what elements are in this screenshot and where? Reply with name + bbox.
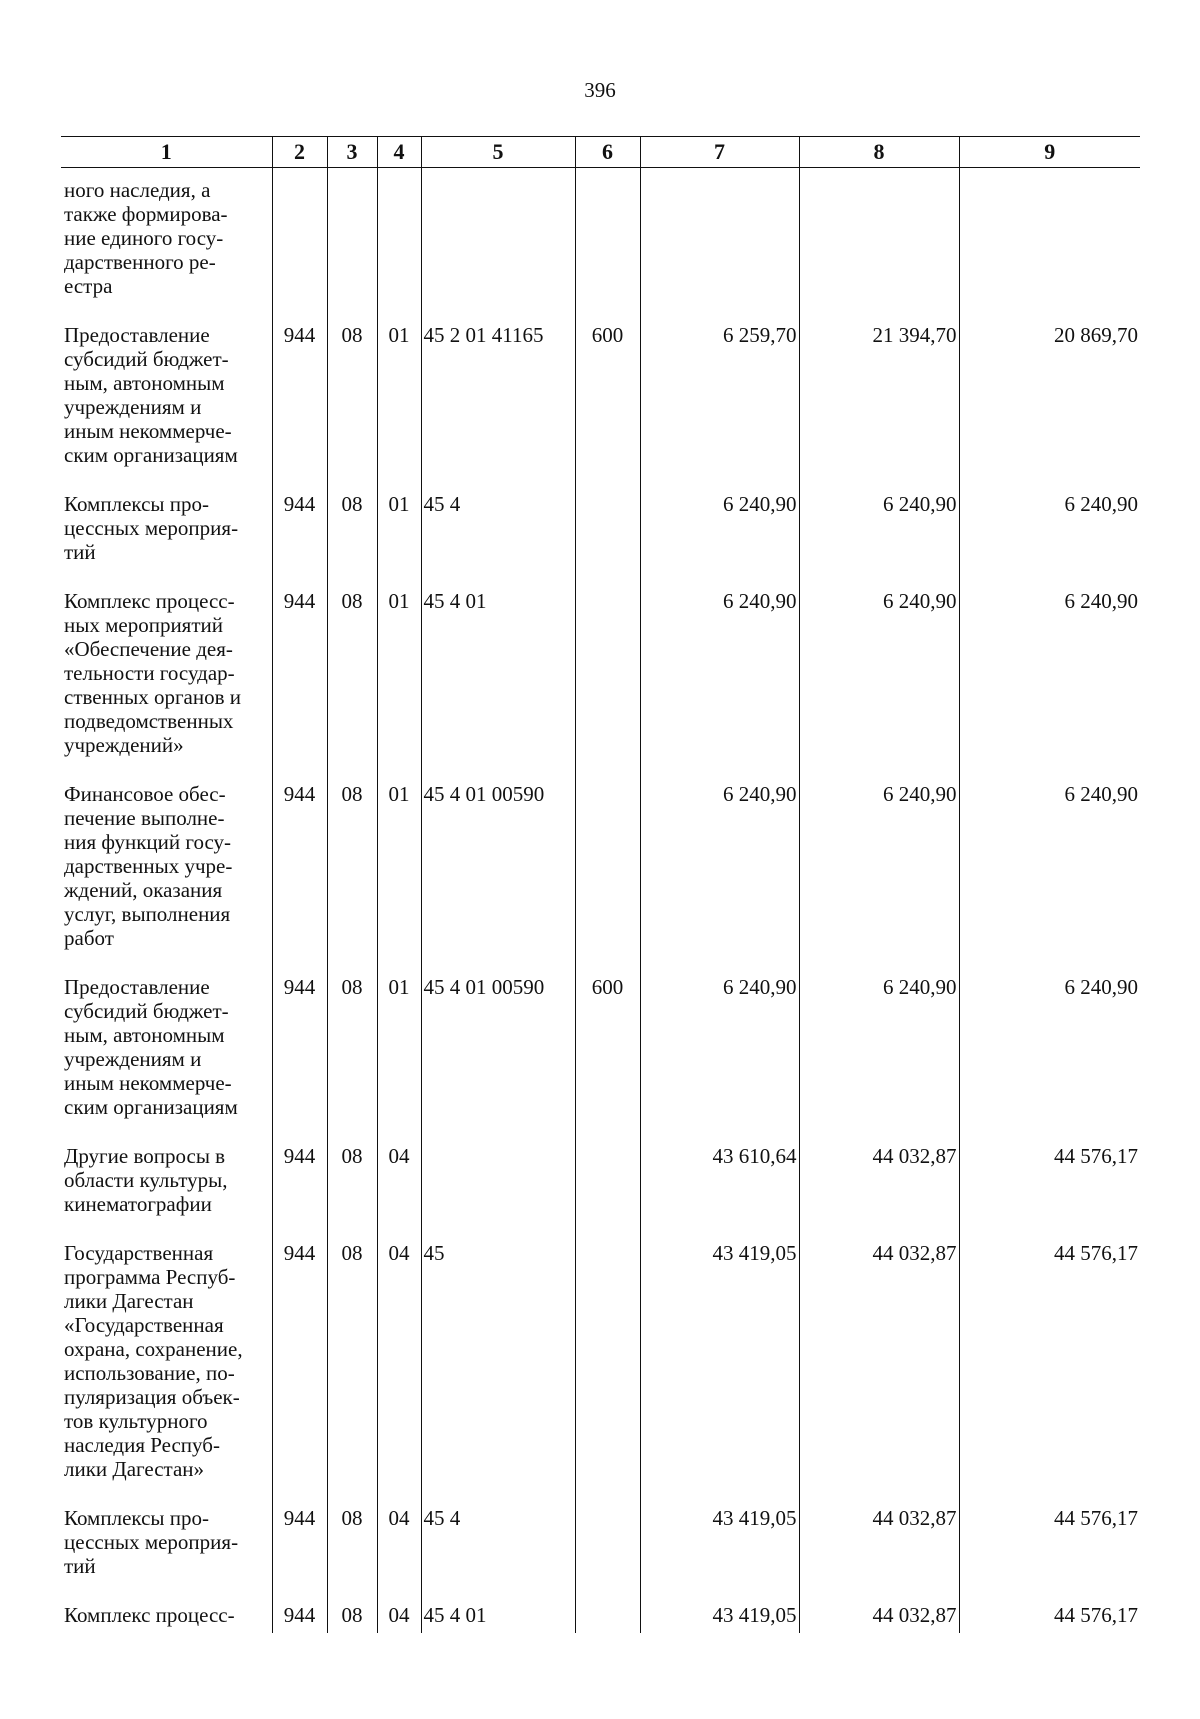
cell-target-article: 45 4 01 00590 xyxy=(421,975,575,1144)
item-name-line: ственных органов и xyxy=(64,685,242,709)
cell-amount-col8: 44 032,87 xyxy=(799,1603,959,1633)
column-header: 6 xyxy=(575,137,640,168)
item-name-line: Комплексы про- xyxy=(64,492,209,516)
item-name-line: «Государственная xyxy=(64,1313,224,1337)
table-row xyxy=(61,589,1140,782)
item-name-line: ным, автономным xyxy=(64,1023,225,1047)
cell-expense-type xyxy=(575,492,640,589)
cell-target-article: 45 4 xyxy=(421,492,575,589)
item-name-line: ние единого госу- xyxy=(64,226,224,250)
cell-subsection: 04 xyxy=(377,1506,421,1603)
cell-item-name xyxy=(61,589,272,782)
table-row xyxy=(61,492,1140,589)
cell-subsection: 01 xyxy=(377,492,421,589)
cell-amount-col9: 6 240,90 xyxy=(959,975,1140,1144)
cell-amount-col8: 6 240,90 xyxy=(799,975,959,1144)
cell-section: 08 xyxy=(327,1603,377,1633)
cell-grbs: 944 xyxy=(272,782,327,975)
table-row xyxy=(61,1603,1140,1633)
cell-amount-col9: 44 576,17 xyxy=(959,1506,1140,1603)
item-name-line: учреждениям и xyxy=(64,395,202,419)
cell-subsection: 04 xyxy=(377,1603,421,1633)
cell-expense-type xyxy=(575,1241,640,1506)
cell-expense-type xyxy=(575,1144,640,1241)
item-name-line: Другие вопросы в xyxy=(64,1144,226,1168)
cell-amount-col8: 44 032,87 xyxy=(799,1241,959,1506)
cell-target-article: 45 4 xyxy=(421,1506,575,1603)
cell-amount-col8: 21 394,70 xyxy=(799,323,959,492)
item-name-line: Предоставление xyxy=(64,975,210,999)
cell-subsection: 01 xyxy=(377,782,421,975)
column-header: 7 xyxy=(640,137,799,168)
cell-section xyxy=(327,168,377,324)
cell-amount-col8: 6 240,90 xyxy=(799,589,959,782)
page-number: 396 xyxy=(584,78,616,102)
cell-grbs: 944 xyxy=(272,323,327,492)
item-name-line: дарственных учре- xyxy=(64,854,233,878)
item-name-line: работ xyxy=(64,926,114,950)
cell-amount-col7: 43 419,05 xyxy=(640,1241,799,1506)
item-name-line: лики Дагестан» xyxy=(64,1457,205,1481)
item-name-line: использование, по- xyxy=(64,1361,235,1385)
cell-item-name xyxy=(61,1144,272,1241)
column-header: 2 xyxy=(272,137,327,168)
cell-amount-col8: 6 240,90 xyxy=(799,492,959,589)
cell-amount-col8: 44 032,87 xyxy=(799,1144,959,1241)
cell-grbs: 944 xyxy=(272,589,327,782)
cell-expense-type xyxy=(575,1603,640,1633)
cell-expense-type xyxy=(575,168,640,324)
cell-amount-col9: 6 240,90 xyxy=(959,782,1140,975)
cell-amount-col7: 6 240,90 xyxy=(640,492,799,589)
item-name-line: подведомственных xyxy=(64,709,234,733)
table-body xyxy=(61,168,1140,1634)
cell-amount-col7: 43 610,64 xyxy=(640,1144,799,1241)
item-name-line: области культуры, xyxy=(64,1168,228,1192)
item-name-line: ждений, оказания xyxy=(64,878,223,902)
item-name-line: программа Респуб- xyxy=(64,1265,236,1289)
item-name-line: Комплекс процесс- xyxy=(64,1603,235,1627)
cell-subsection: 04 xyxy=(377,1241,421,1506)
cell-section: 08 xyxy=(327,975,377,1144)
item-name-line: охрана, сохранение, xyxy=(64,1337,243,1361)
cell-amount-col7: 6 240,90 xyxy=(640,975,799,1144)
budget-table xyxy=(61,136,1140,1633)
cell-grbs: 944 xyxy=(272,1241,327,1506)
item-name-line: субсидий бюджет- xyxy=(64,999,229,1023)
item-name-line: ским организациям xyxy=(64,443,238,467)
cell-subsection xyxy=(377,168,421,324)
item-name-line: тов культурного xyxy=(64,1409,208,1433)
item-name-line: тий xyxy=(64,1554,96,1578)
cell-amount-col7: 6 240,90 xyxy=(640,589,799,782)
cell-item-name xyxy=(61,782,272,975)
column-header: 3 xyxy=(327,137,377,168)
column-header: 5 xyxy=(421,137,575,168)
cell-amount-col8: 6 240,90 xyxy=(799,782,959,975)
table-row xyxy=(61,1506,1140,1603)
table-row xyxy=(61,782,1140,975)
cell-amount-col9: 20 869,70 xyxy=(959,323,1140,492)
cell-item-name xyxy=(61,323,272,492)
item-name-line: «Обеспечение дея- xyxy=(64,637,233,661)
cell-grbs: 944 xyxy=(272,492,327,589)
item-name-line: ных мероприятий xyxy=(64,613,223,637)
cell-grbs xyxy=(272,168,327,324)
item-name-line: субсидий бюджет- xyxy=(64,347,229,371)
item-name-line: наследия Респуб- xyxy=(64,1433,220,1457)
cell-expense-type: 600 xyxy=(575,323,640,492)
item-name-line: Государственная xyxy=(64,1241,214,1265)
cell-amount-col8: 44 032,87 xyxy=(799,1506,959,1603)
cell-target-article: 45 2 01 41165 xyxy=(421,323,575,492)
cell-subsection: 01 xyxy=(377,589,421,782)
cell-amount-col9: 44 576,17 xyxy=(959,1144,1140,1241)
cell-subsection: 01 xyxy=(377,323,421,492)
item-name-line: тий xyxy=(64,540,96,564)
item-name-line: ного наследия, а xyxy=(64,178,211,202)
cell-expense-type xyxy=(575,1506,640,1603)
cell-amount-col9: 6 240,90 xyxy=(959,492,1140,589)
column-header: 1 xyxy=(61,137,272,168)
item-name-line: иным некоммерче- xyxy=(64,419,232,443)
cell-amount-col7: 43 419,05 xyxy=(640,1506,799,1603)
cell-amount-col7 xyxy=(640,168,799,324)
item-name-line: услуг, выполнения xyxy=(64,902,231,926)
item-name-line: кинематографии xyxy=(64,1192,212,1216)
cell-amount-col7: 6 240,90 xyxy=(640,782,799,975)
cell-item-name xyxy=(61,168,272,324)
item-name-line: Финансовое обес- xyxy=(64,782,226,806)
cell-section: 08 xyxy=(327,782,377,975)
table-row xyxy=(61,323,1140,492)
item-name-line: тельности государ- xyxy=(64,661,235,685)
cell-amount-col9: 44 576,17 xyxy=(959,1241,1140,1506)
item-name-line: также формирова- xyxy=(64,202,228,226)
item-name-line: Предоставление xyxy=(64,323,210,347)
table-row xyxy=(61,1144,1140,1241)
cell-target-article xyxy=(421,168,575,324)
cell-grbs: 944 xyxy=(272,1144,327,1241)
cell-item-name xyxy=(61,492,272,589)
item-name-line: ским организациям xyxy=(64,1095,238,1119)
cell-amount-col7: 6 259,70 xyxy=(640,323,799,492)
cell-amount-col7: 43 419,05 xyxy=(640,1603,799,1633)
cell-target-article: 45 xyxy=(421,1241,575,1506)
column-header: 8 xyxy=(799,137,959,168)
cell-section: 08 xyxy=(327,492,377,589)
cell-grbs: 944 xyxy=(272,1506,327,1603)
cell-expense-type xyxy=(575,782,640,975)
table-row xyxy=(61,975,1140,1144)
item-name-line: дарственного ре- xyxy=(64,250,216,274)
cell-subsection: 04 xyxy=(377,1144,421,1241)
cell-target-article xyxy=(421,1144,575,1241)
item-name-line: пуляризация объек- xyxy=(64,1385,240,1409)
item-name-line: естра xyxy=(64,274,113,298)
cell-target-article: 45 4 01 xyxy=(421,589,575,782)
item-name-line: Комплекс процесс- xyxy=(64,589,235,613)
column-header: 4 xyxy=(377,137,421,168)
column-header: 9 xyxy=(959,137,1140,168)
item-name-line: иным некоммерче- xyxy=(64,1071,232,1095)
item-name-line: лики Дагестан xyxy=(64,1289,194,1313)
cell-item-name xyxy=(61,1603,272,1633)
cell-target-article: 45 4 01 xyxy=(421,1603,575,1633)
cell-grbs: 944 xyxy=(272,975,327,1144)
table-header-row xyxy=(61,137,1140,168)
cell-target-article: 45 4 01 00590 xyxy=(421,782,575,975)
cell-amount-col9: 44 576,17 xyxy=(959,1603,1140,1633)
cell-expense-type xyxy=(575,589,640,782)
cell-section: 08 xyxy=(327,1241,377,1506)
item-name-line: цессных мероприя- xyxy=(64,1530,239,1554)
item-name-line: ния функций госу- xyxy=(64,830,232,854)
item-name-line: учреждениям и xyxy=(64,1047,202,1071)
cell-amount-col8 xyxy=(799,168,959,324)
item-name-line: печение выполне- xyxy=(64,806,225,830)
cell-item-name xyxy=(61,1506,272,1603)
cell-item-name xyxy=(61,1241,272,1506)
table-row xyxy=(61,168,1140,324)
cell-section: 08 xyxy=(327,589,377,782)
cell-subsection: 01 xyxy=(377,975,421,1144)
item-name-line: Комплексы про- xyxy=(64,1506,209,1530)
cell-section: 08 xyxy=(327,1144,377,1241)
cell-amount-col9: 6 240,90 xyxy=(959,589,1140,782)
cell-section: 08 xyxy=(327,1506,377,1603)
item-name-line: учреждений» xyxy=(64,733,184,757)
item-name-line: цессных мероприя- xyxy=(64,516,239,540)
cell-section: 08 xyxy=(327,323,377,492)
cell-item-name xyxy=(61,975,272,1144)
item-name-line: ным, автономным xyxy=(64,371,225,395)
table-row xyxy=(61,1241,1140,1506)
cell-amount-col9 xyxy=(959,168,1140,324)
cell-grbs: 944 xyxy=(272,1603,327,1633)
cell-expense-type: 600 xyxy=(575,975,640,1144)
